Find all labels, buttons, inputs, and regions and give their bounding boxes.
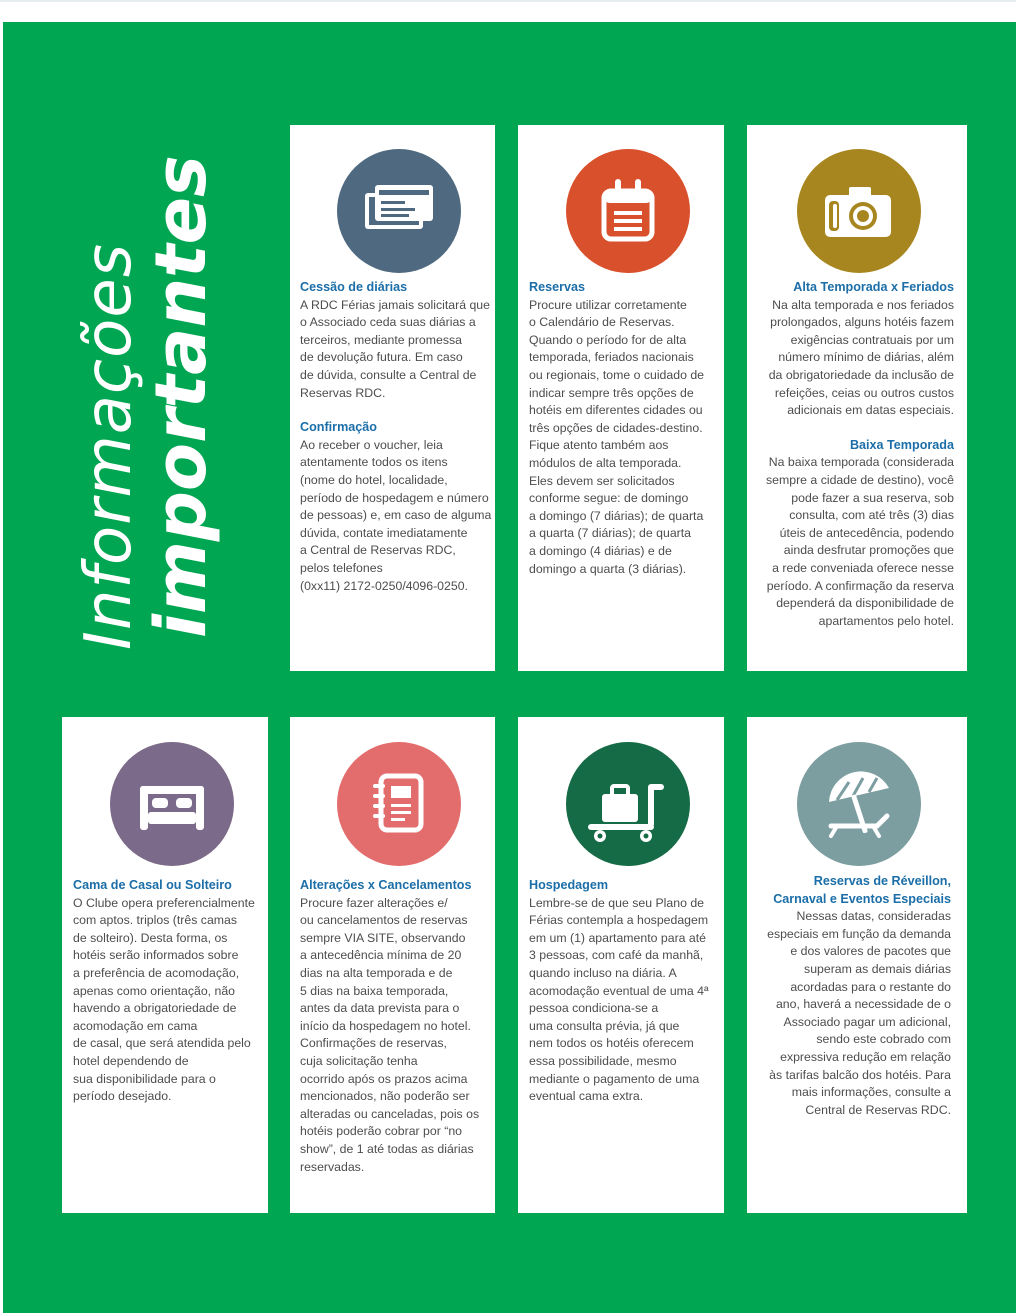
section-text: Lembre-se de que seu Plano de Férias contempla a hospedagem em um (1) apartamento para até 3 pessoas, com café da manhã, quando incluso na diária. A acomodação eventual de uma 4ª pessoa condiciona-se a uma consulta prévia, já que nem todos os hotéis oferecem essa possibilidade, mesmo mediante o pagamento de uma eventual cama extra. [529,895,709,1104]
page-title [70,155,230,650]
card-reservas [518,125,724,671]
title-bold: importantes [140,155,222,638]
section-heading: Confirmação [300,420,377,435]
section-text: O Clube opera preferencialmente com aptos. triplos (três camas de solteiro). Desta forma, os hotéis serão informados sobre a preferência de acomodação, apenas como orientação, não havendo a obrigatoriedade de acomodação em cama de casal, que será atendida pelo hotel dependendo de sua disponibilidade para o período desejado. [73,895,255,1104]
card-cama [62,717,268,1213]
camera-icon [797,149,921,273]
top-divider [0,0,1016,2]
card-text [529,279,721,578]
card-alteracoes [290,717,495,1213]
section-heading: Cessão de diárias [300,280,408,294]
notebook-icon [337,742,461,866]
card-reveillon [747,717,967,1213]
section-heading: Hospedagem [529,878,609,892]
card-text [753,279,954,630]
section-heading: Baixa Temporada [849,437,954,452]
card-hospedagem [518,717,724,1213]
card-text [300,279,492,595]
calendar-icon [566,149,690,273]
section-text: Na baixa temporada (considerada sempre a cidade de destino), você pode fazer a sua reserva, sob consulta, com até três (3) dias úteis de antecedência, podendo ainda desfrutar promoções que a rede conveniada oferece nesse período. A confirmação da reserva dependerá da disponibilidade de apartamentos pelo hotel. [766,455,954,628]
section-heading: Reservas de Réveillon, Carnaval e Eventos Especiais [773,874,951,906]
section-text: A RDC Férias jamais solicitará que o Associado ceda suas diárias a terceiros, mediante promessa de devolução futura. Em caso de dúvida, consulte a Central de Reservas RDC. [300,297,490,400]
section-heading: Cama de Casal ou Solteiro [73,878,232,892]
card-alta-temporada [747,125,967,671]
section-text: Na alta temporada e nos feriados prolongados, alguns hotéis fazem exigências contratuais por um número mínimo de diárias, além da obrigatoriedade da inclusão de refeições, ceias ou outros custos adicionais em datas especiais. [768,297,954,418]
section-text: Ao receber o voucher, leia atentamente todos os itens (nome do hotel, localidade, período de hospedagem e número de pessoas) e, em caso de alguma dúvida, contate imediatamente a Central de Reservas RDC, pelos telefones (0xx11) 2172-0250/4096-0250. [300,437,492,593]
section-text: Procure fazer alterações e/ ou cancelamentos de reservas sempre VIA SITE, observando a antecedência mínima de 20 dias na alta temporada e de 5 dias na baixa temporada, antes da data prevista para o início da hospedagem no hotel. Confirmações de reservas, cuja solicitação tenha ocorrido após os prazos acima mencionados, não poderão ser alteradas ou canceladas, pois os hotéis poderão cobrar por “no show”, de 1 até todas as diárias reservadas. [300,895,480,1174]
luggage-cart-icon [566,742,690,866]
section-heading: Alterações x Cancelamentos [300,878,472,892]
section-text: Nessas datas, consideradas especiais em função da demanda e dos valores de pacotes que superam as demais diárias acordadas para o restante do ano, haverá a necessidade de o Associado pagar um adicional, sendo este cobrado com expressiva redução em relação às tarifas balcão dos hotéis. Para mais informações, consulte a Central de Reservas RDC. [767,909,951,1117]
section-heading: Alta Temporada x Feriados [793,280,954,294]
card-text [73,877,268,1106]
title-light: Informações [72,242,146,650]
card-text [300,877,495,1176]
beach-umbrella-icon [797,742,921,866]
card-text [529,877,724,1106]
section-text: Procure utilizar corretamente o Calendário de Reservas. Quando o período for de alta temporada, feriados nacionais ou regionais, tome o cuidado de indicar sempre três opções de hotéis em diferentes cidades ou três opções de cidades-destino. Fique atento também aos módulos de alta temporada. Eles devem ser solicitados conforme segue: de domingo a domingo (7 diárias); de quarta a quarta (7 diárias); de quarta a domingo (4 diárias) e de domingo a quarta (3 diárias). [529,297,705,576]
section-heading: Reservas [529,280,586,294]
card-cessao [290,125,495,671]
card-text [753,873,951,1119]
voucher-icon [337,149,461,273]
bed-icon [110,742,234,866]
